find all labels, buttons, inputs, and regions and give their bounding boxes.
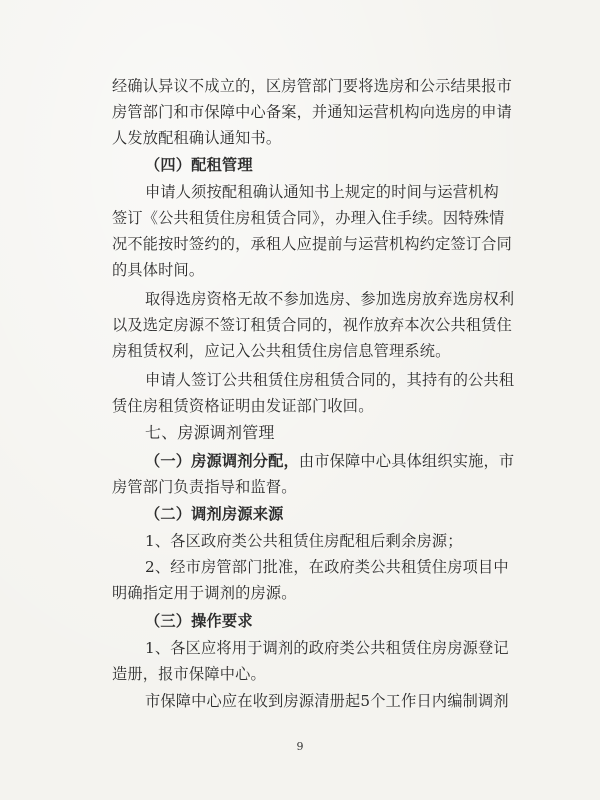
inline-heading-1: （一）房源调剂分配，	[145, 452, 299, 470]
paragraph-line: 市保障中心应在收到房源清册起5个工作日内编制调剂	[145, 692, 509, 710]
paragraph-line: 申请人签订公共租赁住房租赁合同的，其持有的公共租	[145, 371, 515, 389]
paragraph-line	[145, 451, 600, 471]
paragraph-line: 经确认异议不成立的，区房管部门要将选房和公示结果报市	[112, 77, 513, 95]
page-number: 9	[296, 740, 304, 753]
list-item: 1、各区政府类公共租赁住房配租后剩余房源；	[145, 532, 463, 550]
paragraph-line: 造册，报市保障中心。	[112, 665, 266, 683]
paragraph-line: 赁住房租赁资格证明由发证部门收回。	[112, 397, 374, 415]
paragraph-line: 况不能按时签约的，承租人应提前与运营机构约定签订合同	[112, 235, 513, 253]
paragraph-line: 房租赁权利，应记入公共租赁住房信息管理系统。	[112, 342, 451, 360]
paragraph-line: 房管部门负责指导和监督。	[112, 478, 297, 496]
paragraph-line: 房管部门和市保障中心备案，并通知运营机构向选房的申请	[112, 103, 513, 121]
list-item: 1、各区应将用于调剂的政府类公共租赁住房房源登记	[145, 639, 509, 657]
section-heading-2: （二）调剂房源来源	[145, 505, 284, 523]
section-heading-3: （三）操作要求	[145, 612, 253, 630]
paragraph-line: 签订《公共租赁住房租赁合同》，办理入住手续。因特殊情	[112, 209, 505, 227]
paragraph-line: 明确指定用于调剂的房源。	[112, 584, 297, 602]
paragraph-line: 以及选定房源不签订租赁合同的，视作放弃本次公共租赁住	[112, 316, 513, 334]
inline-text: 由市保障中心具体组织实施，市	[298, 452, 515, 470]
chapter-heading-7: 七、房源调剂管理	[145, 423, 275, 442]
list-item: 2、经市房管部门批准，在政府类公共租赁住房项目中	[145, 558, 509, 576]
paragraph-line: 的具体时间。	[112, 261, 205, 279]
paragraph-line: 申请人须按配租确认通知书上规定的时间与运营机构	[145, 183, 499, 201]
paragraph-line: 取得选房资格无故不参加选房、参加选房放弃选房权利	[145, 290, 515, 308]
paragraph-line: 人发放配租确认通知书。	[112, 129, 282, 147]
section-heading-4: （四）配租管理	[145, 156, 253, 174]
